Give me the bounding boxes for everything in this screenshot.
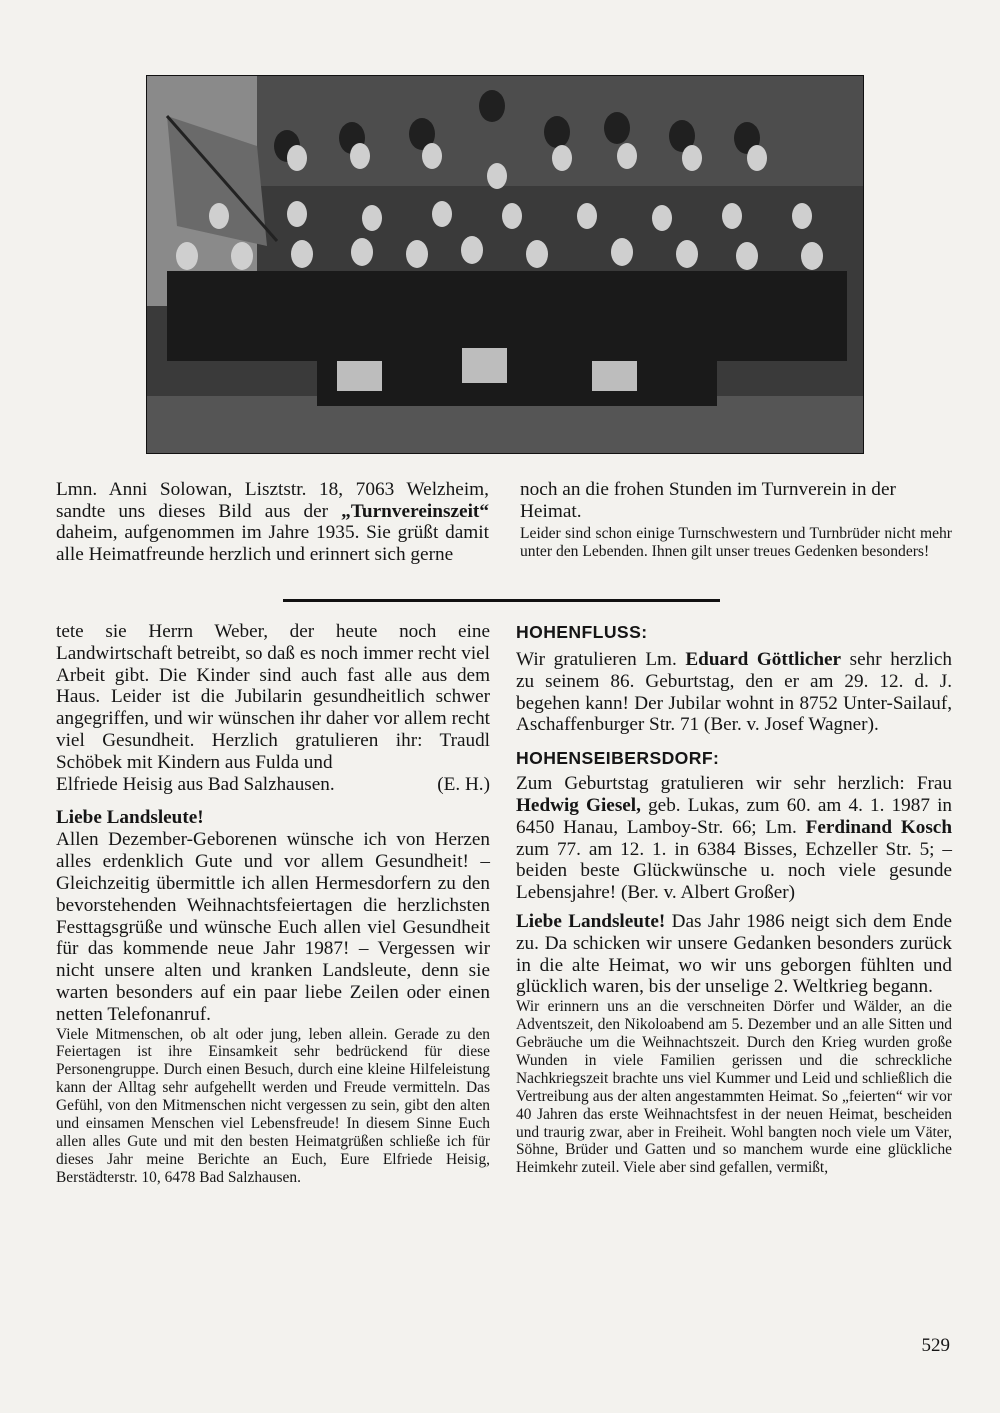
- group-photo-icon: [147, 76, 863, 453]
- photo-caption-left: [56, 479, 489, 565]
- right-para-1-post: sehr herzlich zu seinem 86. Geburtstag, den er am 29. 12. d. J. begehen kann! Der Jubilar wohnt in 8752 Unter-Sailauf, Aschaffenburger Str. 71 (Ber. v. Josef Wagner).: [516, 649, 952, 736]
- page-number: 529: [921, 1335, 950, 1356]
- right-para-2-e: zum 77. am 12. 1. in 6384 Bisses, Echzeller Str. 5; – beiden beste Glückwünsche u. noch viele gesunde Lebensjahre! (Ber. v. Albert Großer): [516, 838, 952, 904]
- left-heading: Liebe Landsleute!: [56, 807, 204, 829]
- group-photo: [146, 75, 864, 454]
- right-para-3: [516, 911, 952, 998]
- caption-left-pre: Lmn. Anni Solowan, Lisztstr. 18, 7063 Welzheim, sandte uns dieses Bild aus der: [56, 479, 489, 522]
- caption-left-bold: „Turnvereinszeit“: [341, 500, 489, 522]
- right-para-3-lead: Liebe Landsleute!: [516, 910, 666, 932]
- right-para-2: [516, 773, 952, 904]
- right-para-2-name-2: Ferdinand Kosch: [805, 816, 952, 838]
- author-signature: (E. H.): [437, 773, 490, 795]
- left-para-1-last-line: [56, 774, 490, 796]
- right-para-3-text: Das Jahr 1986 neigt sich dem Ende zu. Da schicken wir unsere Gedanken besonders zurück in die alte Heimat, wo wir uns geborgen fühlten und glücklich waren, bis der unselige 2. Weltkrieg begann.: [516, 910, 952, 998]
- right-para-1-name: Eduard Göttlicher: [685, 649, 842, 670]
- right-para-4: Wir erinnern uns an die verschneiten Dörfer und Wälder, an die Adventszeit, den Nikoloabend am 5. Dezember und an alle Sitten und Gebräuche um die Weihnachtszeit. Durch den Krieg wurden große Wunden in viele Familien gerissen und die schreckliche Nachkriegszeit brachte uns viel Kummer und Leid und schließlich die Vertreibung aus der alten angestammten Heimat. So „feierten“ wir vor 40 Jahren das erste Weihnachtsfest in der neuen Heimat, bescheiden und traurig zwar, aber in Freiheit. Wohl bangten noch viele um Väter, Söhne, Brüder und Gatten und so manchem wurde eine glückliche Heimkehr zuteil. Viele aber sind gefallen, vermißt,: [516, 998, 952, 1177]
- section-divider: [283, 599, 720, 602]
- photo-caption-right: noch an die frohen Stunden im Turnverein in der Heimat.: [520, 479, 896, 522]
- right-para-1-pre: Wir gratulieren Lm.: [516, 649, 686, 670]
- right-para-2-c: geb. Lukas, zum 60. am 4. 1. 1987 in 6450 Hanau, Lamboy-Str. 66; Lm.: [516, 794, 953, 838]
- section-heading-hohenfluss: HOHENFLUSS:: [516, 622, 648, 642]
- left-column: [56, 621, 490, 1187]
- left-para-2: Allen Dezember-Geborenen wünsche ich von Herzen alles erdenklich Gute und vor allem Gesundheit! – Gleichzeitig übermittle ich allen Hermesdorfern zu den bevorstehenden Weihnachtsfeiertagen die herzlichsten Festtagsgrüße und wünsche Euch allen viel Gesundheit für das kommende neue Jahr 1987! – Vergessen wir nicht unsere alten und kranken Landsleute, denn sie warten besonders auf ein paar liebe Zeilen oder einen netten Telefonanruf.: [56, 829, 490, 1025]
- section-heading-hohenseibersdorf: HOHENSEIBERSDORF:: [516, 748, 720, 769]
- caption-left-post: daheim, aufgenommen im Jahre 1935. Sie grüßt damit alle Heimatfreunde herzlich und erinnert sich gerne: [56, 522, 489, 565]
- right-para-2-name-1: Hedwig Giesel,: [516, 794, 641, 816]
- right-para-2-a: Zum Geburtstag gratulieren wir sehr herzlich: Frau: [516, 773, 952, 795]
- left-para-1-last: Elfriede Heisig aus Bad Salzhausen.: [56, 773, 335, 795]
- right-column: [516, 621, 952, 1177]
- left-para-1: tete sie Herrn Weber, der heute noch eine Landwirtschaft betreibt, so daß es noch immer recht viel Arbeit gibt. Die Kinder sind auch fast alle aus dem Haus. Leider ist die Jubilarin gesundheitlich schwer angegriffen, und wir wünschen ihr daher vor allem recht viel Gesundheit. Herzlich gratulieren ihr: Traudl Schöbek mit Kindern aus Fulda und: [56, 621, 490, 773]
- photo-caption-right-note: Leider sind schon einige Turnschwestern und Turnbrüder nicht mehr unter den Lebenden. Ihnen gilt unser treues Gedenken besonders!: [520, 525, 952, 561]
- right-para-1: [516, 649, 952, 736]
- left-para-3: Viele Mitmenschen, ob alt oder jung, leben allein. Gerade zu den Feiertagen ist ihre Einsamkeit sehr bedrückend für diese Personengruppe. Durch einen Besuch, durch eine kleine Hilfeleistung kann der Alltag sehr aufgehellt werden und Freude vermitteln. Das Gefühl, von den Mitmenschen nicht vergessen zu sein, gibt den alten und einsamen Menschen viel Lebensfreude! In diesem Sinne Euch allen alles Gute und mit den besten Heimatgrüßen schließe ich für dieses Jahr meine Berichte an Euch, Eure Elfriede Heisig, Berstädterstr. 10, 6478 Bad Salzhausen.: [56, 1025, 490, 1186]
